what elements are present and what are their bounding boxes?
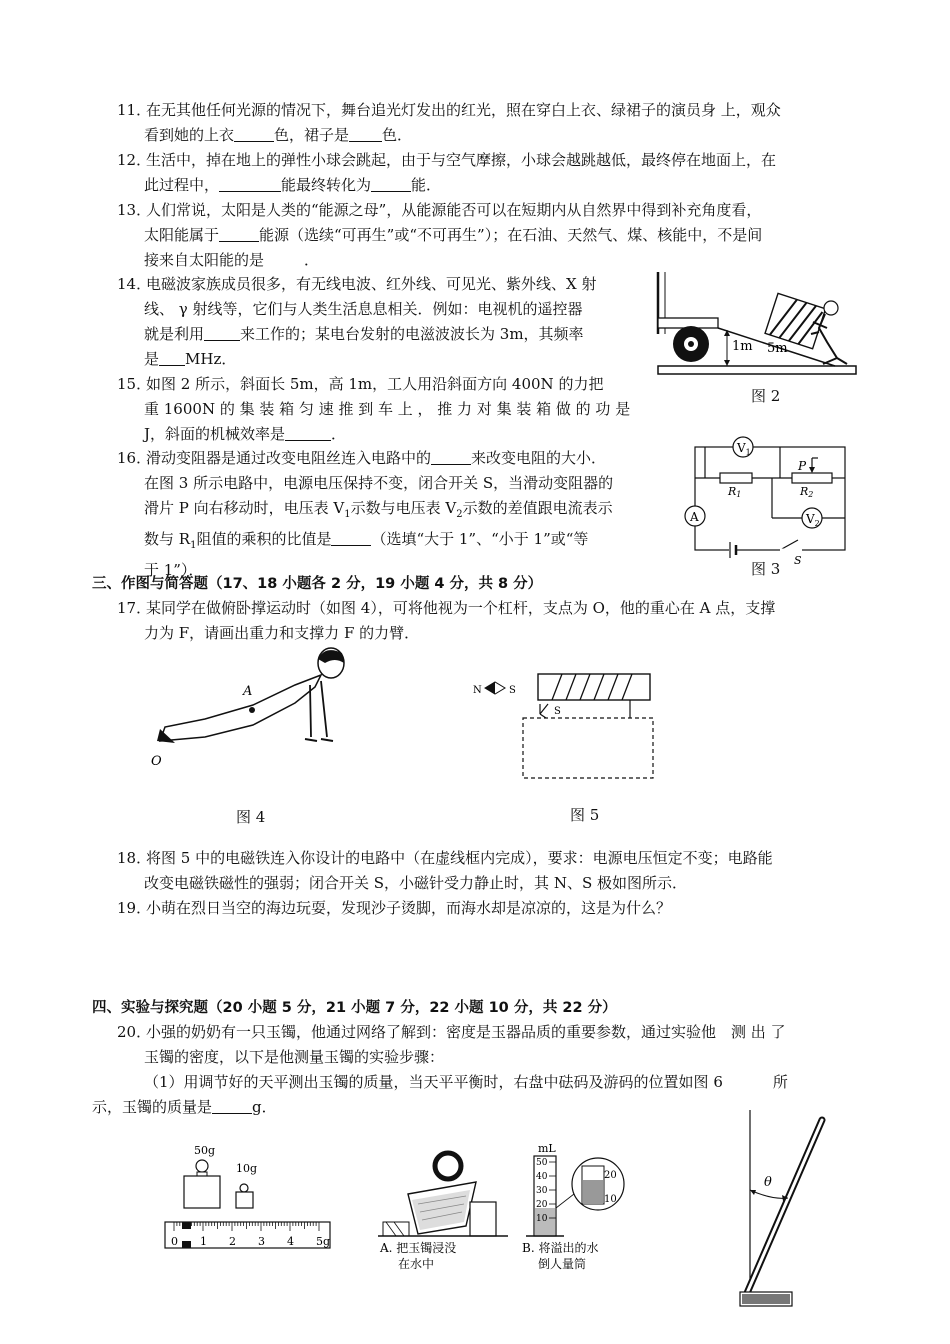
fig6-tick-label: 1 — [200, 1235, 207, 1248]
answer-blank[interactable] — [371, 177, 411, 192]
question-20-part-1-cont: 示，玉镯的质量是 g． — [92, 1098, 277, 1116]
figB-zoom-top: 20 — [604, 1170, 617, 1181]
fig6-tick-label: 2 — [229, 1235, 236, 1248]
question-18: 18．将图 5 中的电磁铁连入你设计的电路中（在虚线框内完成），要求：电源电压恒定不变；电路能 改变电磁铁磁性的强弱；闭合开关 S，小磁针受力静止时，其 N、S 极如图所示． — [117, 849, 773, 892]
fig5-n-label: N — [473, 685, 482, 696]
fig6-tick-label: 0 — [171, 1235, 178, 1248]
answer-blank[interactable] — [331, 531, 371, 546]
answer-blank[interactable] — [219, 177, 281, 192]
figure-b-cylinder — [516, 1138, 641, 1273]
fig3-a-label: A — [690, 510, 699, 524]
fig7-theta-label: θ — [764, 1175, 772, 1190]
fig3-r2-label: R2 — [800, 485, 814, 499]
figure-4-pushup — [145, 645, 360, 770]
answer-blank[interactable] — [159, 351, 185, 366]
question-19: 19．小萌在烈日当空的海边玩耍，发现沙子烫脚，而海水却是凉凉的，这是为什么？ — [117, 899, 672, 917]
figB-unit: mL — [538, 1142, 556, 1155]
question-17: 17．某同学在做俯卧撑运动时（如图 4），可将他视为一个杠杆，支点为 O，他的重心在 A 点，支撑 力为 F，请画出重力和支撑力 F 的力臂． — [117, 599, 776, 642]
answer-blank[interactable] — [204, 326, 240, 341]
fig2-length-label: 5m — [767, 341, 788, 356]
fig3-v1-label: $V_1$ — [737, 441, 751, 457]
fig3-r1-label: R1 — [728, 485, 742, 499]
question-13: 13．人们常说，太阳是人类的“能源之母”，从能源能否可以在短期内从自然界中得到补充角度看， 太阳能属于 能源（选续“可再生”或“不可再生”）；在石油、天然气、煤、核能中，不是间 接来自太阳能的是 ． — [117, 201, 763, 269]
figB-zoom-bot: 10 — [604, 1194, 617, 1205]
fig3-v2-label: $V_2$ — [806, 512, 820, 528]
answer-blank[interactable] — [212, 1099, 252, 1114]
figure-5-caption: 图 5 — [570, 806, 600, 824]
question-12: 12．生活中，掉在地上的弹性小球会跳起，由于与空气摩擦，小球会越跳越低，最终停在地面上，在 此过程中， 能最终转化为 能． — [117, 151, 777, 194]
question-20: 20．小强的奶奶有一只玉镯，他通过网络了解到：密度是玉器品质的重要参数，通过实验他 测 出 了 玉镯的密度，以下是他测量玉镯的实验步骤： — [117, 1023, 786, 1066]
answer-blank[interactable] — [234, 127, 274, 142]
fig6-weight1-label: 50g — [194, 1144, 216, 1157]
figure-5-electromagnet — [470, 662, 660, 782]
answer-blank[interactable] — [349, 127, 382, 142]
figB-tick-label: 10 — [536, 1214, 548, 1224]
fig5-switch-label: S — [554, 706, 561, 717]
figB-caption-line2: 倒人量筒 — [538, 1257, 587, 1271]
question-15: 15．如图 2 所示，斜面长 5m，高 1m，工人用沿斜面方向 400N 的力把 重 1600N 的 集 装 箱 匀 速 推 到 车 上 ， 推 力 对 集 装 箱 做 的 功 是 J，斜面的机械效率是 ． — [117, 375, 631, 443]
fig6-tick-label: 3 — [258, 1235, 265, 1248]
figB-caption-line1: B. 将溢出的水 — [522, 1241, 599, 1255]
section-3-heading: 三、作图与简答题（17、18 小题各 2 分，19 小题 4 分，共 8 分） — [92, 576, 543, 592]
figure-2-incline — [655, 272, 860, 377]
fig2-height-label: 1m — [732, 339, 753, 354]
figure-3-caption: 图 3 — [751, 560, 781, 578]
fig4-a-label: A — [243, 684, 253, 699]
figure-3-circuit — [680, 432, 850, 567]
figure-2-caption: 图 2 — [751, 387, 781, 405]
fig5-s-label: S — [509, 685, 516, 696]
circuit-design-box[interactable] — [523, 718, 653, 778]
figB-tick-label: 40 — [536, 1172, 548, 1182]
question-14: 14．电磁波家族成员很多，有无线电波、红外线、可见光、紫外线、X 射 线、 γ 射线等，它们与人类生活息息相关．例如：电视机的遥控器 就是利用 来工作的；某电台发射的电滋波波长为 3m，其频率 是 MHz． — [117, 275, 597, 368]
figure-4-caption: 图 4 — [236, 808, 266, 826]
answer-blank[interactable] — [285, 426, 331, 441]
figA-caption-line2: 在水中 — [398, 1257, 435, 1271]
fig6-weight2-label: 10g — [236, 1162, 258, 1175]
fig3-s-label: S — [794, 554, 802, 567]
question-20-part-1: （1）用调节好的天平测出玉镯的质量，当天平平衡时，右盘中砝码及游码的位置如图 6 所 — [144, 1073, 788, 1091]
fig6-tick-label: 4 — [287, 1235, 294, 1248]
section-4-heading: 四、实验与探究题（20 小题 5 分，21 小题 7 分，22 小题 10 分，共 22 分） — [92, 1000, 617, 1016]
figure-6-balance — [160, 1142, 340, 1254]
fig4-o-label: O — [151, 754, 162, 769]
figB-tick-label: 50 — [536, 1158, 548, 1168]
fig6-tick-label: 5g — [316, 1235, 331, 1248]
figure-a-overflow — [378, 1142, 513, 1272]
figA-caption-line1: A. 把玉镯浸没 — [380, 1241, 457, 1255]
figB-tick-label: 20 — [536, 1200, 548, 1210]
answer-blank[interactable] — [219, 227, 259, 242]
figure-7-rod — [720, 1110, 835, 1310]
question-11: 11．在无其他任何光源的情况下，舞台追光灯发出的红光，照在穿白上衣、绿裙子的演员身 上，观众 看到她的上衣 色，裙子是 色． — [117, 101, 781, 144]
question-16: 16．滑动变阻器是通过改变电阻丝连入电路中的 来改变电阻的大小． 在图 3 所示电路中，电源电压保持不变，闭合开关 S，当滑动变阻器的 滑片 P 向右移动时，电压表 $V_1$示数与电压表 $V_2$示数的差值跟电流表示 数与 $R_1$阻值的乘积的比值是 （选填“大于 1”、“小于 1”或“等 于 1”）． — [117, 449, 614, 579]
answer-blank[interactable] — [431, 450, 471, 465]
fig3-p-label: P — [798, 459, 807, 473]
figB-tick-label: 30 — [536, 1186, 548, 1196]
